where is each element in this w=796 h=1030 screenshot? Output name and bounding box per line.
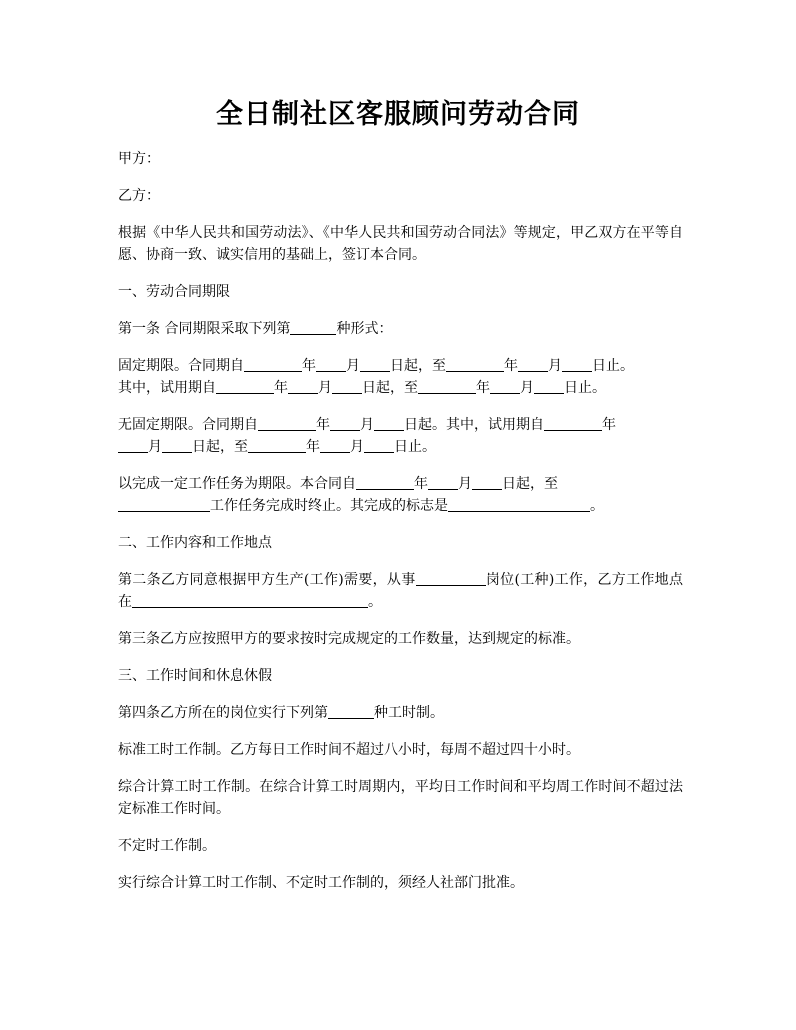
section-heading-work-content: 二、工作内容和工作地点 — [118, 535, 272, 551]
article-1-text-pre: 第一条 合同期限采取下列第 — [118, 321, 291, 337]
article-4-paragraph — [118, 702, 683, 724]
fixed-term-text: 日止。 — [592, 358, 634, 374]
blank-field — [374, 416, 404, 431]
blank-field — [248, 438, 306, 453]
blank-field — [544, 416, 602, 431]
blank-field — [118, 497, 210, 512]
fixed-term-text: 年 — [504, 358, 518, 374]
section-heading-working-hours: 三、工作时间和休息休假 — [118, 668, 272, 684]
open-term-text: 月 — [360, 417, 374, 433]
blank-field — [258, 416, 316, 431]
blank-field — [328, 704, 374, 719]
document-title: 全日制社区客服顾问劳动合同 — [216, 99, 580, 130]
blank-field — [216, 379, 274, 394]
party-b-line: 乙方： — [118, 188, 160, 204]
preamble-paragraph: 根据《中华人民共和国劳动法》、《中华人民共和国劳动合同法》等规定，甲乙双方在平等自愿、协商一致、诚实信用的基础上，签订本合同。 — [118, 225, 683, 263]
open-term-text: 月 — [350, 439, 364, 455]
article-2-paragraph — [118, 569, 683, 613]
blank-field — [416, 571, 486, 586]
blank-field — [364, 438, 394, 453]
article-4-text-pre: 第四条乙方所在的岗位实行下列第 — [118, 705, 328, 721]
task-term-text: 日起，至 — [502, 476, 558, 492]
task-term-text: 以完成一定工作任务为期限。本合同自 — [118, 476, 356, 492]
blank-field — [490, 379, 520, 394]
open-term-text: 日起，至 — [192, 439, 248, 455]
blank-field — [418, 379, 476, 394]
fixed-term-text: 月 — [520, 380, 534, 396]
task-term-text: 。 — [590, 498, 604, 514]
article-1-text-post: 种形式： — [336, 321, 393, 337]
fixed-term-text: 年 — [274, 380, 288, 396]
article-3-paragraph: 第三条乙方应按照甲方的要求按时完成规定的工作数量，达到规定的标准。 — [118, 631, 580, 647]
task-term-text: 工作任务完成时终止。其完成的标志是 — [210, 498, 448, 514]
fixed-term-text: 日止。 — [564, 380, 606, 396]
blank-field — [132, 593, 368, 608]
article-4-text-post: 种工时制。 — [374, 705, 444, 721]
open-term-text: 年 — [306, 439, 320, 455]
blank-field — [244, 357, 302, 372]
blank-field — [428, 475, 458, 490]
comprehensive-hours-paragraph: 综合计算工时工作制。在综合计算工时周期内，平均日工作时间和平均周工作时间不超过法定标准工作时间。 — [118, 779, 683, 817]
blank-field — [290, 320, 336, 335]
article-2-text: 岗位(工种)工作，乙方工作地点在 — [118, 572, 683, 610]
open-term-text: 年 — [316, 417, 330, 433]
fixed-term-text: 月 — [318, 380, 332, 396]
blank-field — [316, 357, 346, 372]
fixed-term-text: 日起，至 — [362, 380, 418, 396]
task-term-text: 月 — [458, 476, 472, 492]
standard-hours-paragraph: 标准工时工作制。乙方每日工作时间不超过八小时，每周不超过四十小时。 — [118, 742, 580, 758]
blank-field — [534, 379, 564, 394]
fixed-term-text: 月 — [548, 358, 562, 374]
blank-field — [330, 416, 360, 431]
open-term-text: 年 — [602, 417, 616, 433]
fixed-term-text: 其中，试用期自 — [118, 380, 216, 396]
fixed-term-text: 年 — [476, 380, 490, 396]
fixed-term-text: 固定期限。合同期自 — [118, 358, 244, 374]
open-term-text: 月 — [148, 439, 162, 455]
blank-field — [288, 379, 318, 394]
article-2-text: 第二条乙方同意根据甲方生产(工作)需要，从事 — [118, 572, 416, 588]
blank-field — [320, 438, 350, 453]
document-body — [118, 148, 683, 909]
flexible-hours-paragraph: 不定时工作制。 — [118, 838, 216, 854]
party-a-line: 甲方： — [118, 151, 160, 167]
task-term-paragraph — [118, 473, 683, 517]
blank-field — [472, 475, 502, 490]
article-1-paragraph — [118, 318, 683, 340]
blank-field — [332, 379, 362, 394]
open-term-text: 无固定期限。合同期自 — [118, 417, 258, 433]
fixed-term-paragraph — [118, 355, 683, 399]
section-heading-contract-term: 一、劳动合同期限 — [118, 284, 230, 300]
blank-field — [118, 438, 148, 453]
approval-note-paragraph: 实行综合计算工时工作制、不定时工作制的，须经人社部门批准。 — [118, 875, 524, 891]
blank-field — [518, 357, 548, 372]
blank-field — [446, 357, 504, 372]
blank-field — [562, 357, 592, 372]
blank-field — [162, 438, 192, 453]
fixed-term-text: 月 — [346, 358, 360, 374]
open-term-paragraph — [118, 414, 683, 458]
fixed-term-text: 年 — [302, 358, 316, 374]
open-term-text: 日止。 — [394, 439, 436, 455]
fixed-term-text: 日起，至 — [390, 358, 446, 374]
blank-field — [448, 497, 590, 512]
open-term-text: 日起。其中，试用期自 — [404, 417, 544, 433]
blank-field — [356, 475, 414, 490]
task-term-text: 年 — [414, 476, 428, 492]
article-2-text: 。 — [368, 594, 382, 610]
blank-field — [360, 357, 390, 372]
